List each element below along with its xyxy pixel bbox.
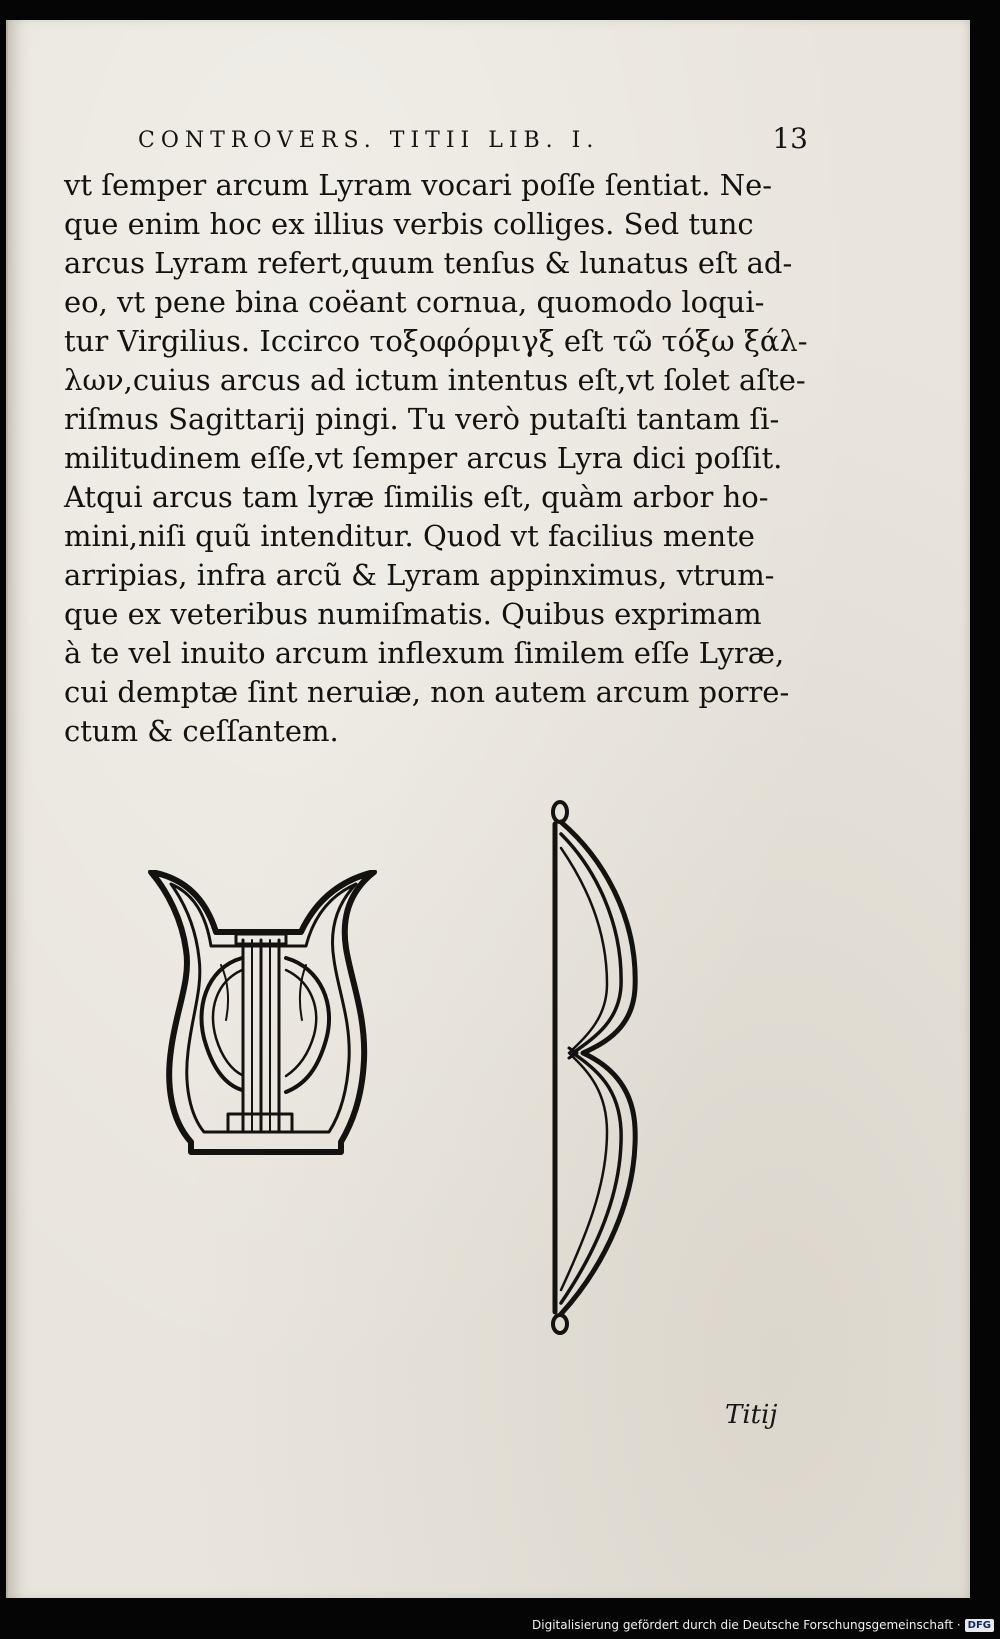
text-line: mini,niſi quũ intenditur. Quod vt facilius mente [64,519,755,553]
body-text [64,166,824,751]
text-line: que ex veteribus numiſmatis. Quibus exprimam [64,597,762,631]
text-line: que enim hoc ex illius verbis colliges. Sed tunc [64,207,754,241]
text-line: Atqui arcus tam lyræ ſimilis eſt, quàm arbor ho- [64,480,769,514]
text-line: ctum & ceſſantem. [64,714,339,748]
page-number: 13 [772,122,808,155]
text-line: cui demptæ ſint neruiæ, non autem arcum porre- [64,675,790,709]
page-header [138,122,808,162]
dfg-logo-icon: DFG [965,1619,994,1632]
bow-woodcut-icon [543,798,673,1338]
catchword: Titij [725,1400,778,1430]
footer-credit: Digitalisierung gefördert durch die Deutsche Forschungsgemeinschaft · [532,1618,961,1632]
lyre-woodcut-icon [146,870,386,1190]
text-line: arcus Lyram refert,quum tenſus & lunatus eſt ad- [64,246,793,280]
running-head: CONTROVERS. TITII LIB. I. [138,128,600,153]
text-line: tur Virgilius. Iccirco τοξοφόρμιγξ eſt τῶ τόξω ξάλ- [64,324,808,358]
text-line: vt ſemper arcum Lyram vocari poſſe ſentiat. Ne- [64,168,773,202]
text-line: eo, vt pene bina coëant cornua, quomodo loqui- [64,285,765,319]
book-page [6,20,970,1598]
text-line: λων,cuius arcus ad ictum intentus eſt,vt ſolet aſte- [64,363,806,397]
digitization-footer [532,1614,994,1636]
text-line: à te vel inuito arcum inflexum ſimilem eſſe Lyræ, [64,636,785,670]
text-line: riſmus Sagittarij pingi. Tu verò putaſti tantam ſi- [64,402,780,436]
text-line: militudinem eſſe,vt ſemper arcus Lyra dici poſſit. [64,441,783,475]
text-line: arripias, infra arcũ & Lyram appinximus, vtrum- [64,558,775,592]
